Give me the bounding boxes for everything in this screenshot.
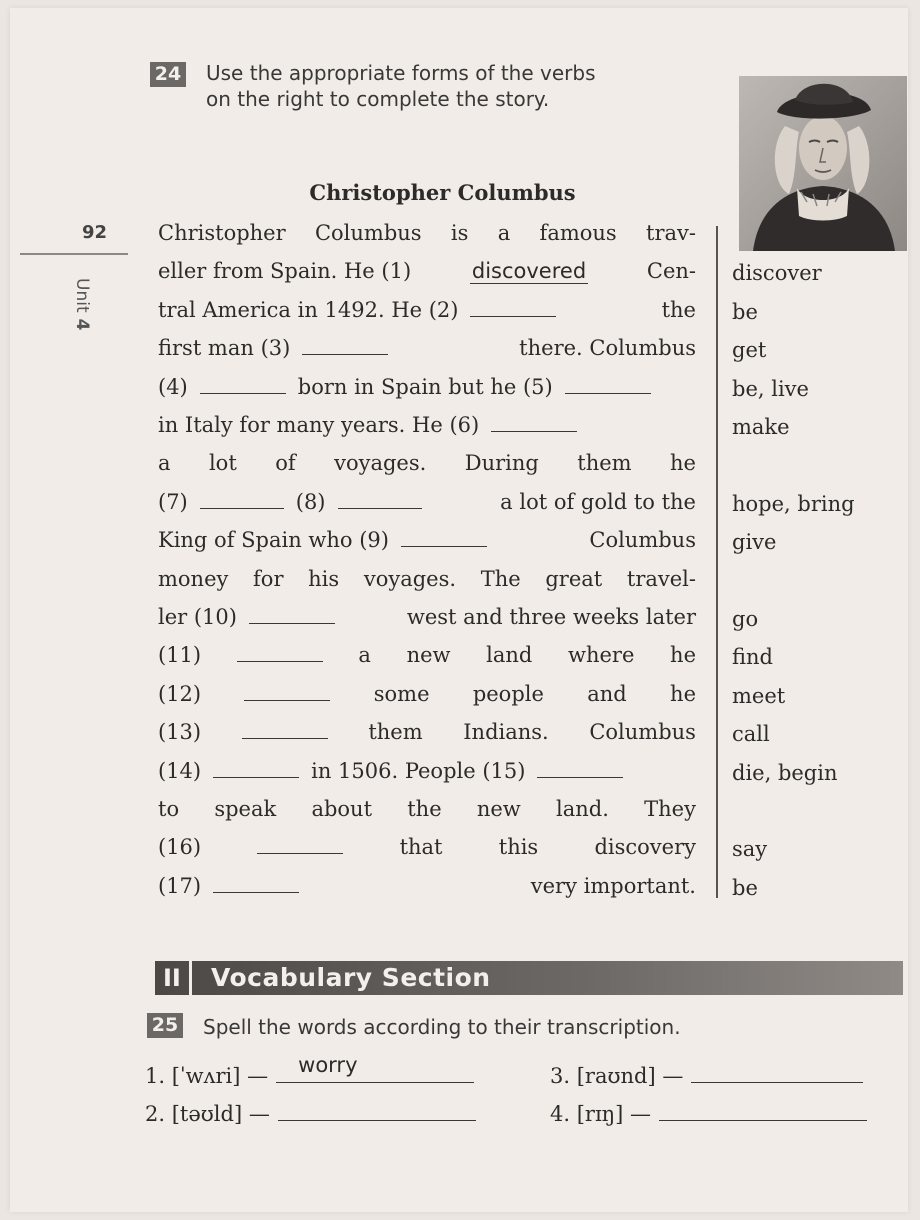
margin-rule	[20, 253, 128, 255]
story-text: eller from Spain. He (1)	[158, 259, 412, 284]
answer-blank[interactable]	[565, 377, 651, 394]
story-word: discovery	[594, 835, 696, 860]
section-banner	[155, 961, 903, 995]
spelling-input[interactable]	[278, 1098, 476, 1121]
story-word: new	[476, 797, 521, 821]
story-line	[158, 867, 696, 905]
section-number: II	[163, 964, 181, 992]
story-word: some	[373, 681, 430, 706]
story-text: King of Spain who (9)	[158, 528, 389, 553]
story-text: in 1506. People (15)	[311, 758, 526, 783]
column-divider	[716, 226, 718, 898]
story-text: there. Columbus	[519, 336, 696, 361]
story-word: a	[158, 451, 171, 476]
filled-answer: worry	[298, 1053, 358, 1077]
story-text: (17)	[158, 873, 202, 898]
story-word: of	[275, 451, 296, 476]
story-text: very important.	[530, 873, 696, 898]
story-word: famous	[539, 221, 617, 245]
story-line	[158, 291, 696, 329]
story-line	[158, 636, 696, 674]
story-text: (7)	[158, 489, 188, 514]
story-text: Cen-	[646, 259, 696, 284]
unit-tab	[72, 278, 92, 330]
exercise-24-number: 24	[150, 62, 186, 87]
story-text: (13)	[158, 720, 202, 745]
story-line	[158, 214, 696, 252]
verb-hint: be, live	[732, 376, 809, 401]
story-line	[158, 406, 696, 444]
answer-blank[interactable]	[200, 377, 286, 394]
story-word: They	[644, 797, 696, 821]
verb-hint: make	[732, 415, 790, 439]
vocab-item	[145, 1098, 476, 1130]
story-word: and	[587, 681, 627, 706]
story-word: The	[480, 566, 521, 591]
exercise-24-instruction-line2: on the right to complete the story.	[206, 87, 550, 111]
transcription-label: 1. [ˈwʌri] —	[145, 1064, 269, 1088]
answer-blank[interactable]	[257, 837, 343, 854]
story-text: in Italy for many years. He (6)	[158, 413, 480, 437]
verb-hint: give	[732, 530, 777, 555]
filled-answer: discovered	[471, 259, 587, 284]
answer-blank[interactable]	[537, 761, 623, 778]
story-word: land	[486, 643, 533, 668]
story-word: speak	[214, 797, 277, 821]
verb-hint: go	[732, 607, 759, 631]
story-word: travel-	[626, 566, 696, 591]
story-word: Christopher	[158, 221, 286, 245]
story-word: voyages.	[334, 451, 427, 476]
unit-label: Unit	[72, 278, 92, 313]
story-word: for	[253, 566, 284, 591]
story-text: (14)	[158, 758, 202, 783]
section-title: Vocabulary Section	[211, 963, 491, 992]
verb-hint: get	[732, 338, 767, 363]
verb-hint: be	[732, 875, 758, 900]
story-word: to	[158, 797, 180, 821]
story-word: voyages.	[363, 566, 457, 591]
story-line	[158, 368, 696, 406]
section-divider	[189, 961, 192, 995]
exercise-25-instruction: Spell the words according to their transcription.	[203, 1015, 681, 1039]
answer-blank[interactable]	[302, 338, 388, 355]
verb-hint: discover	[732, 261, 822, 286]
story-line	[158, 752, 696, 790]
story-text: tral America in 1492. He (2)	[158, 297, 459, 322]
answer-blank[interactable]	[249, 607, 335, 624]
story-text: a lot of gold to the	[500, 489, 696, 514]
story-word: Indians.	[463, 720, 549, 745]
story-text: (16)	[158, 835, 202, 860]
answer-blank[interactable]	[213, 876, 299, 893]
story-text: Columbus	[589, 528, 696, 553]
spelling-input[interactable]	[659, 1098, 867, 1121]
story-text: (4)	[158, 374, 188, 399]
answer-blank[interactable]	[200, 492, 284, 509]
story-word: a	[358, 643, 371, 668]
answer-blank[interactable]	[213, 761, 299, 778]
answer-blank[interactable]	[470, 300, 556, 317]
story-word: great	[545, 566, 603, 591]
story-line	[158, 329, 696, 367]
story-word: them	[368, 720, 423, 745]
story-line	[158, 521, 696, 559]
story-word: people	[472, 681, 544, 706]
verb-hint: find	[732, 645, 773, 670]
story-line	[158, 713, 696, 751]
answer-blank[interactable]	[244, 684, 330, 701]
story-text: first man (3)	[158, 336, 291, 361]
transcription-label: 3. [raʊnd] —	[550, 1064, 684, 1088]
story-word: he	[670, 643, 696, 668]
story-word: about	[311, 797, 373, 821]
exercise-24-instruction-line1: Use the appropriate forms of the verbs	[206, 61, 596, 85]
verb-hint: meet	[732, 683, 786, 708]
transcription-label: 4. [rɪŋ] —	[550, 1102, 652, 1126]
answer-blank[interactable]	[401, 530, 487, 547]
story-word: Columbus	[589, 720, 696, 745]
story-title: Christopher Columbus	[309, 180, 576, 205]
story-text: (11)	[158, 643, 202, 668]
exercise-25-number: 25	[147, 1013, 183, 1038]
columbus-portrait	[739, 76, 907, 251]
story-word: his	[308, 566, 340, 591]
answer-blank[interactable]	[491, 415, 577, 432]
answer-blank[interactable]	[237, 645, 323, 662]
story-word: this	[498, 835, 539, 860]
story-word: land.	[556, 797, 609, 821]
verb-hint: be	[732, 299, 758, 324]
story-line	[158, 790, 696, 828]
story-line	[158, 444, 696, 482]
story-text: the	[661, 297, 696, 322]
story-word: the	[407, 797, 442, 821]
story-word: new	[406, 643, 451, 668]
story-word: he	[670, 451, 696, 476]
story-text: ler (10)	[158, 605, 237, 629]
story-word: trav-	[646, 221, 696, 245]
story-text: west and three weeks later	[406, 605, 696, 629]
vocab-item	[145, 1053, 474, 1092]
verb-hint: call	[732, 722, 770, 747]
story-word: a	[497, 221, 511, 245]
story-line	[158, 252, 696, 290]
vocab-item	[550, 1098, 867, 1130]
page-number: 92	[82, 222, 108, 243]
textbook-page	[10, 8, 908, 1212]
story-word: lot	[208, 451, 237, 476]
spelling-input[interactable]	[691, 1060, 863, 1083]
story-word: where	[568, 643, 635, 668]
verb-hint: say	[732, 837, 768, 862]
story-line	[158, 675, 696, 713]
story-word: During	[464, 451, 539, 476]
story-text: born in Spain but he (5)	[297, 374, 553, 399]
story-text: (12)	[158, 681, 202, 706]
verb-hint: hope, bring	[732, 491, 855, 516]
story-line	[158, 598, 696, 636]
answer-blank[interactable]	[242, 722, 328, 739]
story-word: is	[450, 221, 469, 245]
vocab-item	[550, 1060, 863, 1092]
story-line	[158, 828, 696, 866]
story-word: he	[670, 681, 696, 706]
spelling-input[interactable]	[276, 1053, 474, 1083]
story-word: them	[577, 451, 632, 476]
story-word: that	[399, 835, 443, 860]
story-line	[158, 483, 696, 521]
story-text: (8)	[295, 489, 326, 514]
story-word: money	[158, 566, 229, 591]
transcription-label: 2. [təʊld] —	[145, 1102, 270, 1126]
story-line	[158, 560, 696, 598]
verb-hint: die, begin	[732, 760, 838, 785]
unit-number: 4	[72, 318, 92, 331]
answer-blank[interactable]	[338, 492, 422, 509]
story-word: Columbus	[314, 221, 422, 245]
